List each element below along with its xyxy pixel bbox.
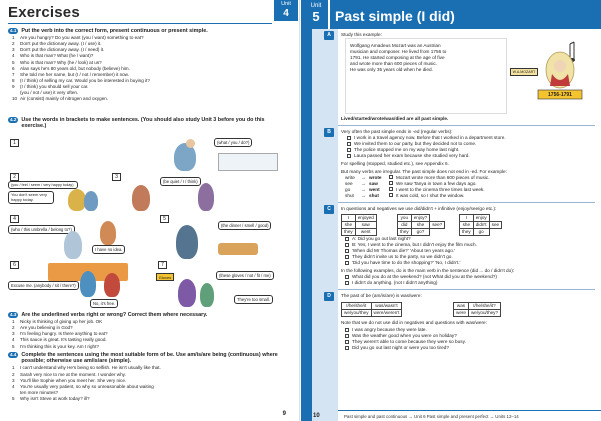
example-text: I was angry because they were late. bbox=[352, 327, 427, 332]
line-number: 5 bbox=[12, 395, 15, 401]
line-number: 8 bbox=[12, 77, 15, 83]
line-text[interactable]: You're usually very patient, so why so unreasonable about waiting bbox=[20, 383, 154, 389]
line-number: 4 bbox=[12, 383, 15, 389]
line-text[interactable]: Who is that man? What (he / want)? bbox=[20, 53, 94, 59]
line-text[interactable]: (I / think) of selling my car. Would you be interested in buying it? bbox=[20, 77, 150, 83]
picture-number: 4 bbox=[10, 215, 19, 223]
line-text[interactable]: Air (consist) mainly of nitrogen and oxygen. bbox=[20, 96, 109, 102]
table-cell: I/he/she/it? bbox=[468, 303, 500, 310]
section-a-heading: Study this example: bbox=[341, 32, 382, 37]
example-text: A: Did you go out last night? bbox=[352, 236, 411, 241]
picture-1 bbox=[8, 137, 138, 171]
picture-7 bbox=[154, 261, 288, 307]
gloves-sign: Gloves bbox=[156, 273, 174, 281]
exercise-badge: 4.3 bbox=[10, 312, 17, 317]
irregular-intro: But many verbs are irregular. The past simple does not end in -ed. For example: bbox=[341, 169, 507, 174]
table-cell: I/he/she/it bbox=[342, 303, 372, 310]
dinner-pot-icon bbox=[218, 243, 258, 255]
table-cell: was/wasn't bbox=[371, 303, 402, 310]
note-line: 1791. He started composing at the age of five bbox=[350, 55, 445, 60]
table-cell: I bbox=[460, 215, 474, 222]
speech-bubble: Excuse me. (anybody / sit / there?) bbox=[8, 281, 79, 290]
exercise-heading bbox=[8, 28, 290, 34]
table-row bbox=[342, 310, 402, 317]
section-strip bbox=[312, 29, 338, 421]
past-form: shut bbox=[369, 193, 379, 198]
was-were-question-table bbox=[453, 302, 501, 317]
example-line bbox=[345, 280, 595, 286]
checkbox-icon bbox=[345, 255, 349, 259]
woman-figure-icon bbox=[178, 279, 196, 307]
line-text[interactable]: Alan says he's 80 years old, but nobody (believe) him. bbox=[20, 65, 130, 71]
mozart-portrait bbox=[508, 40, 590, 102]
checkbox-icon bbox=[347, 154, 351, 158]
line-number: 6 bbox=[12, 65, 15, 71]
section-c-examples bbox=[345, 236, 595, 266]
example-text: B: Yes, I went to the cinema, but I didn't enjoy the film much. bbox=[352, 242, 477, 247]
section-d-intro: The past of be (am/is/are) is was/were: bbox=[341, 293, 422, 298]
section-divider bbox=[338, 289, 595, 290]
exercise-instruction: Complete the sentences using the most suitable form of be. Use am/is/are being (continuous) where possible; otherwise use am/is/are (simple). bbox=[21, 352, 278, 365]
picture-panel bbox=[8, 137, 288, 309]
table-row bbox=[460, 215, 502, 222]
unit-number: 5 bbox=[312, 9, 320, 24]
arrow-icon: → bbox=[361, 175, 366, 180]
line-text[interactable]: Sarah very nice to me at the moment. I wonder why. bbox=[20, 371, 126, 377]
table-cell: she bbox=[411, 222, 430, 229]
line-number: 2 bbox=[12, 371, 15, 377]
section-divider bbox=[338, 202, 595, 203]
example-text: I work in a travel agency now. Before that I worked in a department store. bbox=[354, 135, 506, 140]
table-cell: she bbox=[342, 222, 356, 229]
table-row bbox=[398, 229, 445, 236]
example-text: 'Did you have time to do the shopping?' 'No, I didn't.' bbox=[352, 260, 461, 265]
speech-bubble: (these gloves / not / fit / me) bbox=[216, 271, 274, 280]
example-text: What did you do at the weekend? (not What did you at the weekend?) bbox=[352, 274, 497, 279]
section-a-summary: Lived/started/wrote/was/died are all past simple. bbox=[341, 116, 449, 121]
irregular-example: It was cold, so I shut the window. bbox=[396, 193, 465, 198]
portrait-years: 1756-1791 bbox=[548, 92, 572, 98]
spelling-note: For spelling (stopped, studied etc.), see Appendix 6. bbox=[341, 161, 449, 166]
line-number: 3 bbox=[12, 377, 15, 383]
table-cell: didn't bbox=[473, 222, 489, 229]
table-cell: we/you/they? bbox=[468, 310, 500, 317]
right-page bbox=[301, 0, 601, 421]
checkbox-icon bbox=[389, 193, 393, 197]
picture-number: 1 bbox=[10, 139, 19, 147]
exercise-4-1 bbox=[8, 28, 290, 102]
reply-bubble: They're too small. bbox=[234, 295, 273, 304]
picture-number: 6 bbox=[10, 261, 19, 269]
irregular-example: I went to the cinema three times last week. bbox=[396, 187, 485, 192]
checkbox-icon bbox=[345, 249, 349, 253]
note-line: Wolfgang Amadeus Mozart was an Austrian bbox=[350, 43, 441, 48]
base-verb: see bbox=[345, 181, 353, 186]
question-table bbox=[397, 214, 445, 236]
mozart-note bbox=[345, 38, 507, 114]
checkbox-icon bbox=[345, 281, 349, 285]
table-cell: they bbox=[398, 229, 412, 236]
line-text[interactable]: Why isn't Steve at work today? ill? bbox=[20, 395, 90, 401]
checkbox-icon bbox=[347, 136, 351, 140]
exercise-heading bbox=[8, 352, 290, 364]
line-text[interactable]: (you / not / use) it very often. bbox=[20, 90, 79, 96]
man-figure-icon bbox=[132, 185, 150, 211]
irregular-example: Mozart wrote more than 600 pieces of music. bbox=[396, 175, 490, 180]
shop-assistant-figure-icon bbox=[200, 283, 214, 307]
speech-bubble: (the dinner / smell / good) bbox=[218, 221, 271, 230]
table-row bbox=[398, 215, 445, 222]
left-colour-band bbox=[301, 29, 312, 421]
line-number: 3 bbox=[12, 47, 15, 53]
table-cell: was bbox=[454, 303, 469, 310]
table-row bbox=[460, 229, 502, 236]
example-line bbox=[345, 260, 595, 266]
example-text: The police stopped me on my way home last night. bbox=[354, 147, 460, 152]
section-b-examples bbox=[347, 135, 595, 159]
irregular-example: We saw Tanya in town a few days ago. bbox=[396, 181, 477, 186]
portrait-name-plate: W.A.MOZART bbox=[510, 68, 538, 76]
picture-number: 2 bbox=[10, 173, 19, 181]
irregular-verbs-list bbox=[345, 175, 595, 199]
person-figure-icon bbox=[100, 221, 116, 245]
table-cell: were bbox=[454, 310, 469, 317]
positive-table bbox=[341, 214, 377, 236]
checkbox-icon bbox=[345, 261, 349, 265]
picture-1-scene bbox=[156, 137, 286, 171]
table-row bbox=[342, 222, 377, 229]
exercise-heading bbox=[8, 312, 290, 318]
line-number: 9 bbox=[12, 83, 15, 89]
negative-table bbox=[459, 214, 502, 236]
exercise-4-2 bbox=[8, 117, 290, 129]
picture-2 bbox=[8, 173, 100, 211]
table-cell: were/weren't bbox=[371, 310, 402, 317]
table-row bbox=[454, 310, 501, 317]
line-text[interactable]: (I / think) you should sell your car. bbox=[20, 83, 89, 89]
checkbox-icon bbox=[389, 175, 393, 179]
picture-number: 3 bbox=[112, 173, 121, 181]
picture-3 bbox=[112, 173, 222, 211]
person-figure-icon bbox=[104, 273, 120, 297]
arrow-icon: → bbox=[361, 181, 366, 186]
unit-title: Past simple (I did) bbox=[335, 8, 455, 24]
reply-bubble: I have no idea. bbox=[92, 245, 125, 254]
exercise-badge: 4.2 bbox=[10, 117, 17, 122]
reply-bubble: No, it's free. bbox=[90, 299, 118, 308]
line-text[interactable]: Who is that man? Why (he / look) at us? bbox=[20, 59, 102, 65]
page-title: Exercises bbox=[8, 4, 80, 21]
unit-word: Unit bbox=[281, 1, 291, 7]
table-row bbox=[454, 303, 501, 310]
man-figure-icon bbox=[176, 225, 198, 259]
line-text[interactable]: You'll like Sophie when you meet her. She very nice. bbox=[20, 377, 127, 383]
table-cell: see bbox=[489, 222, 501, 229]
picture-5 bbox=[156, 215, 288, 259]
checkbox-icon bbox=[345, 243, 349, 247]
example-line bbox=[347, 153, 595, 159]
table-row bbox=[342, 303, 402, 310]
face-icon bbox=[186, 139, 195, 148]
exercise-heading bbox=[8, 117, 290, 129]
person-figure-icon bbox=[84, 191, 98, 211]
section-label-d: D bbox=[324, 292, 334, 301]
section-d-examples bbox=[345, 327, 595, 351]
line-number: 7 bbox=[12, 71, 15, 77]
line-text[interactable]: Don't put the dictionary away. (I / need) it. bbox=[20, 47, 105, 53]
line-text[interactable]: This sauce is great. It's tasting really good. bbox=[20, 337, 107, 343]
line-number: 4 bbox=[12, 337, 15, 343]
example-line bbox=[345, 345, 595, 351]
past-form: wrote bbox=[369, 175, 382, 180]
speech-bubble: (be quiet / I / think) bbox=[160, 177, 201, 186]
exercise-line bbox=[8, 96, 290, 102]
section-label-a: A bbox=[324, 31, 334, 40]
section-c-intro: In questions and negatives we use did/didn't + infinitive (enjoy/see/go etc.): bbox=[341, 206, 497, 211]
note-line: musician and composer. He lived from 1756 to bbox=[350, 49, 447, 54]
picture-number: 7 bbox=[158, 261, 167, 269]
line-number: 10 bbox=[12, 96, 18, 102]
line-text[interactable]: Are you believing in God? bbox=[20, 325, 73, 331]
base-verb: go bbox=[345, 187, 351, 192]
table-cell: enjoy? bbox=[411, 215, 430, 222]
line-text[interactable]: She told me her name, but (I / not / remember) it now. bbox=[20, 71, 130, 77]
unit-tab[interactable] bbox=[304, 0, 328, 29]
table-cell: enjoyed bbox=[355, 215, 376, 222]
do-examples bbox=[345, 274, 595, 286]
arrow-icon: → bbox=[361, 193, 366, 198]
line-text[interactable]: Nicky is thinking of giving up her job. OK bbox=[20, 319, 103, 325]
example-text: Laura passed her exam because she studied very hard. bbox=[354, 153, 470, 158]
section-divider bbox=[338, 125, 595, 126]
arrow-icon: → bbox=[361, 187, 366, 192]
unit-tab[interactable] bbox=[274, 0, 298, 21]
line-number: 1 bbox=[12, 365, 15, 371]
line-number: 2 bbox=[12, 41, 15, 47]
line-text[interactable]: I'm feeling hungry. Is there anything to eat? bbox=[20, 331, 108, 337]
exercise-instruction: Put the verb into the correct form, present continuous or present simple. bbox=[21, 28, 208, 34]
table-cell: went bbox=[355, 229, 376, 236]
line-number: 3 bbox=[12, 331, 15, 337]
speech-bubble: (you / feel / seem / very happy today) bbox=[8, 181, 78, 189]
left-page bbox=[0, 0, 300, 421]
checkbox-icon bbox=[345, 275, 349, 279]
picture-number: 5 bbox=[160, 215, 169, 223]
note-line: He was only 35 years old when he died. bbox=[350, 67, 433, 72]
line-number: 5 bbox=[12, 343, 15, 349]
person-figure-icon bbox=[80, 271, 96, 297]
table-cell: go bbox=[473, 229, 489, 236]
irregular-row bbox=[345, 193, 595, 199]
checkbox-icon bbox=[345, 237, 349, 241]
table-cell: go? bbox=[411, 229, 430, 236]
exercise-line bbox=[8, 396, 290, 402]
table-cell: see? bbox=[430, 222, 445, 229]
exercise-badge: 4.4 bbox=[10, 352, 17, 357]
example-text: Was the weather good when you were on holiday? bbox=[352, 333, 457, 338]
line-text[interactable]: Are you hungry? Do you want (you / want) something to eat? bbox=[20, 35, 144, 41]
base-verb: write bbox=[345, 175, 355, 180]
title-rule bbox=[8, 23, 272, 24]
desk-icon bbox=[218, 153, 278, 171]
table-row bbox=[342, 229, 377, 236]
exercise-badge: 4.1 bbox=[10, 28, 17, 33]
man-figure-icon bbox=[198, 183, 214, 211]
checkbox-icon bbox=[389, 181, 393, 185]
checkbox-icon bbox=[345, 328, 349, 332]
picture-6 bbox=[8, 261, 138, 307]
example-text: 'When did Mr Thomas die?' 'About ten years ago.' bbox=[352, 248, 456, 253]
line-number: 4 bbox=[12, 53, 15, 59]
exercise-instruction: Are the underlined verbs right or wrong? Correct them where necessary. bbox=[21, 312, 208, 318]
line-number: 5 bbox=[12, 59, 15, 65]
section-d-note: Note that we do not use did in negatives and questions with was/were: bbox=[341, 320, 487, 325]
table-cell: they bbox=[342, 229, 356, 236]
exercise-line bbox=[8, 344, 290, 350]
example-text: We invited them to our party, but they decided not to come. bbox=[354, 141, 477, 146]
section-label-b: B bbox=[324, 128, 334, 137]
person-figure-icon bbox=[64, 231, 82, 259]
picture-4 bbox=[8, 215, 134, 259]
cross-reference-footer: Past simple and past continuous → Unit 6 Past simple and present perfect → Units 12–14 bbox=[338, 410, 601, 421]
table-row bbox=[460, 222, 502, 229]
line-text[interactable]: Don't put the dictionary away. (I / use) it. bbox=[20, 41, 102, 47]
table-cell: saw bbox=[355, 222, 376, 229]
speech-bubble: (what / you / do?) bbox=[214, 138, 252, 147]
checkbox-icon bbox=[345, 334, 349, 338]
exercise-4-4 bbox=[8, 352, 290, 402]
checkbox-icon bbox=[389, 187, 393, 191]
was-were-table bbox=[341, 302, 402, 317]
unit-word: Unit bbox=[310, 3, 322, 9]
speech-bubble: (who / this umbrella / belong to?) bbox=[8, 225, 75, 234]
line-number: 1 bbox=[12, 35, 15, 41]
line-text[interactable]: I'm thinking this is your key. Am I right? bbox=[20, 343, 99, 349]
table-cell: enjoy bbox=[473, 215, 489, 222]
checkbox-icon bbox=[347, 142, 351, 146]
example-text: They didn't invite us to the party, so we didn't go. bbox=[352, 254, 453, 259]
past-form: saw bbox=[369, 181, 378, 186]
example-text: Did you go out last night or were you too tired? bbox=[352, 345, 449, 350]
checkbox-icon bbox=[347, 148, 351, 152]
table-cell: I bbox=[342, 215, 356, 222]
section-b-intro: Very often the past simple ends in -ed (regular verbs): bbox=[341, 129, 453, 134]
page-number: 9 bbox=[282, 411, 286, 417]
table-cell: we/you/they bbox=[342, 310, 372, 317]
exercise-4-3 bbox=[8, 312, 290, 350]
exercise-instruction: Use the words in brackets to make sentences. (You should also study Unit 3 before you do this exercise.) bbox=[21, 117, 265, 130]
past-form: went bbox=[369, 187, 380, 192]
reply-bubble: You don't seem very happy today. bbox=[8, 191, 54, 204]
table-cell: did bbox=[398, 222, 412, 229]
section-label-c: C bbox=[324, 205, 334, 214]
unit-number: 4 bbox=[283, 8, 289, 19]
table-row bbox=[342, 215, 377, 222]
tab-separator bbox=[328, 0, 330, 29]
example-text: They weren't able to come because they were so busy. bbox=[352, 339, 466, 344]
page-number: 10 bbox=[313, 413, 320, 419]
base-verb: shut bbox=[345, 193, 354, 198]
line-text[interactable]: I can't understand why He's being so selfish. He isn't usually like that. bbox=[20, 365, 161, 371]
line-text[interactable]: ten more minutes? bbox=[20, 389, 59, 395]
line-number: 1 bbox=[12, 319, 15, 325]
table-cell: she bbox=[460, 222, 474, 229]
line-number: 2 bbox=[12, 325, 15, 331]
table-row bbox=[398, 222, 445, 229]
checkbox-icon bbox=[345, 346, 349, 350]
example-text: I didn't do anything. (not I didn't anything) bbox=[352, 280, 438, 285]
note-line: and wrote more than 600 pieces of music. bbox=[350, 61, 438, 66]
table-cell: they bbox=[460, 229, 474, 236]
table-cell: you bbox=[398, 215, 412, 222]
do-intro: In the following examples, do is the main verb in the sentence (did ... do / didn't do): bbox=[341, 268, 515, 273]
checkbox-icon bbox=[345, 340, 349, 344]
